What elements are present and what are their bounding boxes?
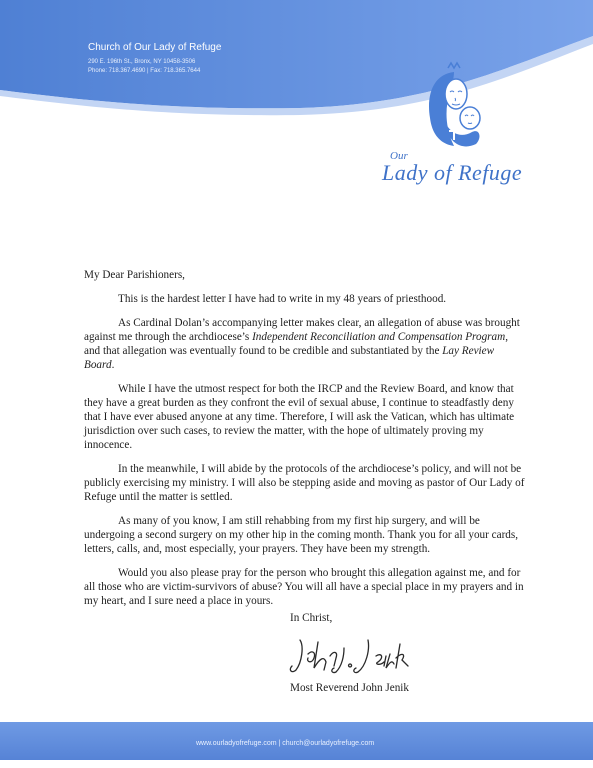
logo-wordmark	[382, 150, 542, 186]
program-name: Independent Reconciliation and Compensation Program	[252, 331, 506, 343]
letter-body	[84, 268, 526, 618]
paragraph-2-part-1: As Cardinal Dolan’s accompanying letter makes clear, an allegation of abuse was brought against me through the archdiocese’s	[84, 317, 520, 343]
signer-name: Most Reverend John Jenik	[290, 682, 410, 694]
signature	[286, 632, 426, 678]
madonna-and-child-icon	[410, 60, 500, 150]
church-address-block	[88, 58, 200, 76]
paragraph-4: In the meanwhile, I will abide by the protocols of the archdiocese’s policy, and will not be publicly exercising my ministry. I will also be stepping aside and moving as pastor of Our Lady of Refuge until the matter is settled.	[84, 463, 525, 503]
paragraph-2-part-2: , and that allegation was eventually found to be credible and substantiated by the	[84, 331, 509, 357]
paragraph-3: While I have the utmost respect for both the IRCP and the Review Board, and know that they have a great burden as they confront the evil of sexual abuse, I continue to steadfastly deny that I have ever abused anyone at any time. Therefore, I will ask the Vatican, which has ultimate jurisdiction over such cases, to review the matter, with the hope of ultimately proving my innocence.	[84, 383, 515, 451]
logo-our: Our	[390, 150, 408, 162]
church-address: 290 E. 196th St., Bronx, NY 10458-3506	[88, 59, 196, 65]
paragraph-5: As many of you know, I am still rehabbing from my first hip surgery, and will be undergoing a second surgery on my other hip in the coming month. Thank you for all your cards, letters, calls, and, most especially, your prayers. They have been my strength.	[84, 515, 519, 555]
paragraph-2-part-3: .	[111, 359, 115, 371]
footer-contact: www.ourladyofrefuge.com | church@ourladyofrefuge.com	[196, 740, 375, 747]
paragraph-1: This is the hardest letter I have had to write in my 48 years of priesthood.	[118, 293, 447, 305]
salutation: My Dear Parishioners,	[84, 269, 185, 281]
paragraph-2	[84, 316, 526, 372]
church-phone-fax: Phone: 718.367.4690 | Fax: 718.365.7644	[88, 68, 201, 74]
board-name: Lay Review Board	[84, 345, 495, 371]
closing: In Christ,	[290, 612, 333, 624]
church-name: Church of Our Lady of Refuge	[88, 42, 222, 53]
paragraph-6: Would you also please pray for the person who brought this allegation against me, and for all those who are victim-survivors of abuse? You will all have a special place in my prayers and in my heart, and I sure need a place in yours.	[84, 567, 524, 607]
logo-name: Lady of Refuge	[382, 160, 523, 185]
